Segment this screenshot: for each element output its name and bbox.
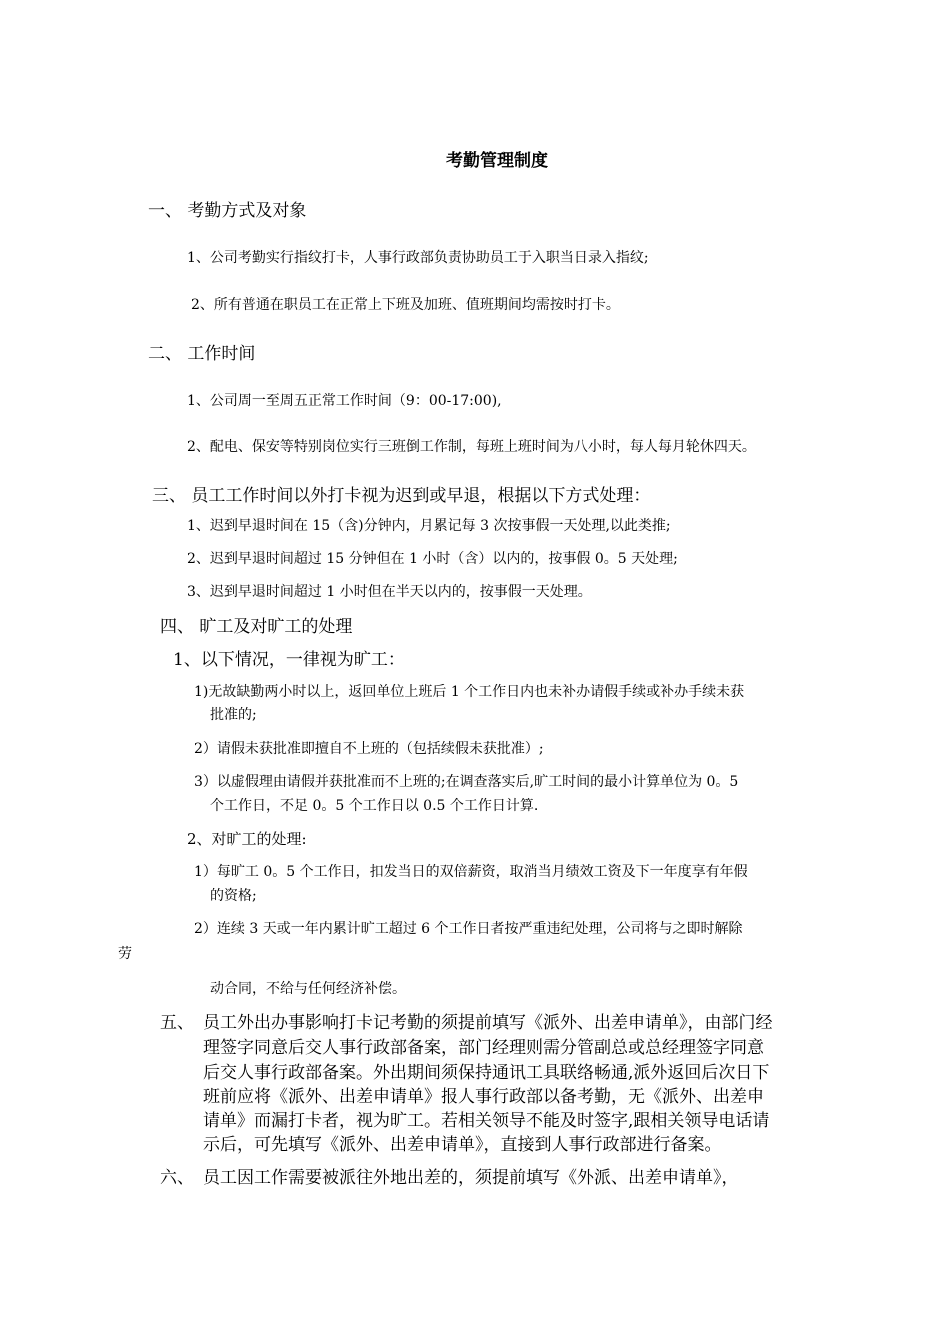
section-5-line-5: 请单》而漏打卡者，视为旷工。若相关领导不能及时签字,跟相关领导电话请 bbox=[203, 1111, 770, 1131]
section-3-item-3: 3、迟到早退时间超过 1 小时但在半天以内的，按事假一天处理。 bbox=[187, 584, 592, 600]
section-2-heading: 二、 工作时间 bbox=[148, 344, 256, 364]
section-4-b2-line-2: 动合同，不给与任何经济补偿。 bbox=[210, 981, 406, 997]
section-4-a1-line-2: 批准的; bbox=[210, 707, 257, 723]
section-3-heading: 三、 员工工作时间以外打卡视为迟到或早退，根据以下方式处理： bbox=[152, 486, 651, 506]
section-4-heading: 四、 旷工及对旷工的处理 bbox=[160, 617, 353, 637]
section-5-line-2: 理签字同意后交人事行政部备案，部门经理则需分管副总或总经理签字同意 bbox=[203, 1038, 764, 1058]
section-4-sub-1: 1、以下情况，一律视为旷工： bbox=[173, 650, 405, 670]
section-4-b1-line-2: 的资格; bbox=[210, 888, 257, 904]
section-5-line-3: 后交人事行政部备案。外出期间须保持通讯工具联络畅通,派外返回后次日下 bbox=[203, 1063, 770, 1083]
section-4-sub-2: 2、对旷工的处理: bbox=[187, 830, 307, 848]
section-3-item-1: 1、迟到早退时间在 15（含)分钟内，月累记每 3 次按事假一天处理,以此类推; bbox=[187, 518, 671, 534]
section-3-item-2: 2、迟到早退时间超过 15 分钟但在 1 小时（含）以内的，按事假 0。5 天处理; bbox=[187, 551, 678, 567]
section-6-number: 六、 bbox=[160, 1168, 194, 1188]
section-2-item-2: 2、配电、保安等特别岗位实行三班倒工作制，每班上班时间为八小时，每人每月轮休四天。 bbox=[187, 439, 756, 455]
section-4-b1-line-1: 1）每旷工 0。5 个工作日，扣发当日的双倍薪资，取消当月绩效工资及下一年度享有年假 bbox=[194, 864, 748, 880]
section-5-line-6: 示后，可先填写《派外、出差申请单》，直接到人事行政部进行备案。 bbox=[203, 1135, 722, 1155]
section-4-b2-orphan: 劳 bbox=[118, 946, 132, 962]
section-4-a1-line-1: 1)无故缺勤两小时以上，返回单位上班后 1 个工作日内也未补办请假手续或补办手续未获 bbox=[194, 684, 745, 700]
section-1-heading: 一、 考勤方式及对象 bbox=[148, 201, 307, 221]
section-5-number: 五、 bbox=[160, 1013, 194, 1033]
section-4-b2-line-1: 2）连续 3 天或一年内累计旷工超过 6 个工作日者按严重违纪处理，公司将与之即时解除 bbox=[194, 921, 743, 937]
section-4-a2: 2）请假未获批准即擅自不上班的（包括续假未获批准）; bbox=[194, 741, 544, 757]
section-1-item-2: 2、所有普通在职员工在正常上下班及加班、值班期间均需按时打卡。 bbox=[191, 297, 620, 313]
section-2-item-1: 1、公司周一至周五正常工作时间（9：00-17:00), bbox=[187, 393, 502, 409]
section-4-a3-line-2: 个工作日，不足 0。5 个工作日以 0.5 个工作日计算. bbox=[210, 798, 539, 814]
section-5-line-4: 班前应将《派外、出差申请单》报人事行政部以备考勤，无《派外、出差申 bbox=[203, 1087, 764, 1107]
section-4-a3-line-1: 3）以虚假理由请假并获批准而不上班的;在调查落实后,旷工时间的最小计算单位为 0。5 bbox=[194, 774, 739, 790]
page-title: 考勤管理制度 bbox=[446, 151, 548, 171]
section-1-item-1: 1、公司考勤实行指纹打卡，人事行政部负责协助员工于入职当日录入指纹; bbox=[187, 250, 649, 266]
section-6-line-1: 员工因工作需要被派往外地出差的，须提前填写《外派、出差申请单》， bbox=[203, 1168, 739, 1188]
section-5-line-1: 员工外出办事影响打卡记考勤的须提前填写《派外、出差申请单》，由部门经 bbox=[203, 1013, 773, 1033]
